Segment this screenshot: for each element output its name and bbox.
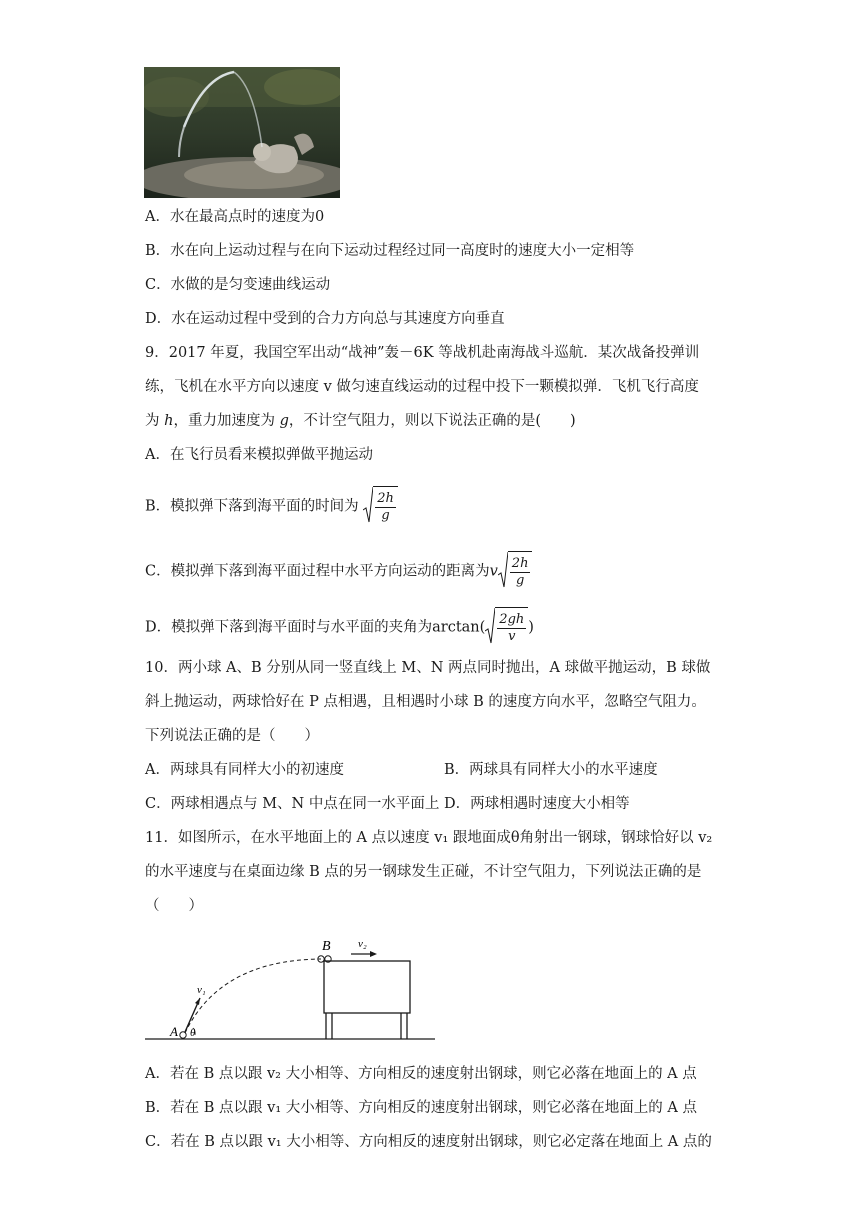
q8-option-b: B．水在向上运动过程与在向下运动过程经过同一高度时的速度大小一定相等 xyxy=(145,243,635,259)
sqrt-2h-over-g: $\frac{2h}{g}$ xyxy=(363,486,398,527)
label-theta: θ xyxy=(190,1027,196,1039)
q10-stem-line2: 斜上抛运动，两球恰好在 P 点相遇，且相遇时小球 B 的速度方向水平，忽略空气阻力。 xyxy=(145,694,706,710)
label-b: B xyxy=(322,939,331,954)
q9-option-a: A．在飞行员看来模拟弹做平抛运动 xyxy=(145,447,373,463)
q11-option-b: B．若在 B 点以跟 v₁ 大小相等、方向相反的速度射出钢球，则它必落在地面上的 A 点 xyxy=(145,1100,697,1116)
q11-option-c: C．若在 B 点以跟 v₁ 大小相等、方向相反的速度射出钢球，则它必定落在地面上 A 点的 xyxy=(145,1134,712,1150)
q10-stem-line1: 10．两小球 A、B 分别从同一竖直线上 M、N 两点同时抛出，A 球做平抛运动，B 球做 xyxy=(145,660,711,676)
q9-stem-line2: 练，飞机在水平方向以速度 v 做匀速直线运动的过程中投下一颗模拟弹．飞机飞行高度 xyxy=(145,379,699,395)
q10-option-a: A．两球具有同样大小的初速度 xyxy=(145,762,344,778)
label-v2: v₂ xyxy=(358,938,367,950)
fountain-image xyxy=(144,67,340,198)
q10-option-c: C．两球相遇点与 M、N 中点在同一水平面上 xyxy=(145,796,440,812)
q9-option-c: C．模拟弹下落到海平面过程中水平方向运动的距离为v $\frac{2h}{g}$ xyxy=(145,551,532,592)
diagram-svg xyxy=(140,930,440,1045)
v2-arrowhead xyxy=(370,951,377,957)
v1-arrowhead xyxy=(195,998,200,1005)
ball-a xyxy=(180,1032,186,1038)
q10-option-b: B．两球具有同样大小的水平速度 xyxy=(444,762,658,778)
q10-option-d: D．两球相遇时速度大小相等 xyxy=(444,796,630,812)
table-top xyxy=(324,961,410,1013)
q9-stem-line3: 为 h，重力加速度为 g，不计空气阻力，则以下说法正确的是( ) xyxy=(145,413,576,429)
fountain-photo xyxy=(144,67,340,198)
q11-stem-line3: （ ） xyxy=(145,898,203,914)
label-a: A xyxy=(170,1024,178,1039)
trajectory-curve xyxy=(185,959,321,1033)
q9-stem-line1: 9．2017 年夏，我国空军出动“战神”轰－6K 等战机赴南海战斗巡航．某次战备投弹训 xyxy=(145,345,700,361)
q11-option-a: A．若在 B 点以跟 v₂ 大小相等、方向相反的速度射出钢球，则它必落在地面上的 A 点 xyxy=(145,1066,697,1082)
q8-option-a: A．水在最高点时的速度为0 xyxy=(145,209,325,225)
q9-option-b: B．模拟弹下落到海平面的时间为 $\frac{2h}{g}$ xyxy=(145,486,398,527)
q9-option-d: D．模拟弹下落到海平面时与水平面的夹角为arctan( $\frac{2gh}{v}$ ) xyxy=(145,607,534,648)
q8-option-c: C．水做的是匀变速曲线运动 xyxy=(145,277,331,293)
q8-option-d: D．水在运动过程中受到的合力方向总与其速度方向垂直 xyxy=(145,311,505,327)
q10-stem-line3: 下列说法正确的是（ ） xyxy=(145,728,319,744)
projectile-diagram xyxy=(140,930,440,1045)
label-v1: v₁ xyxy=(197,984,206,996)
sqrt-2gh-over-v: $\frac{2gh}{v}$ xyxy=(485,607,528,648)
q11-stem-line1: 11．如图所示，在水平地面上的 A 点以速度 v₁ 跟地面成θ角射出一钢球，钢球恰好以 v₂ xyxy=(145,830,713,846)
sqrt-2h-over-g-c: $\frac{2h}{g}$ xyxy=(498,551,533,592)
q11-stem-line2: 的水平速度与在桌面边缘 B 点的另一钢球发生正碰，不计空气阻力，下列说法正确的是 xyxy=(145,864,702,880)
